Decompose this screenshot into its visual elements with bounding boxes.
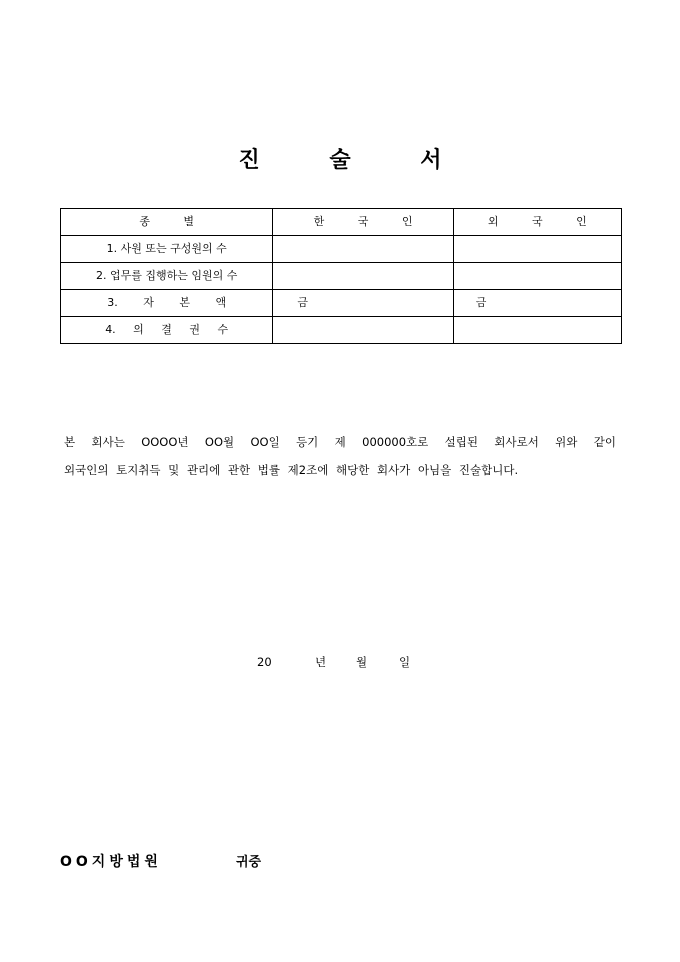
date-year-unit: 년 (315, 655, 327, 669)
date-day-unit: 일 (399, 655, 411, 669)
row-label-members: 1. 사원 또는 구성원의 수 (61, 236, 273, 263)
row-label-voting-rights: 4. 의 결 권 수 (61, 317, 273, 344)
officers-foreign-cell (453, 263, 621, 290)
date-year: 20 (257, 655, 272, 669)
row-label-officers: 2. 업무를 집행하는 임원의 수 (61, 263, 273, 290)
voting-korean-cell (273, 317, 453, 344)
statement-body (64, 428, 616, 484)
header-kind: 종 별 (61, 209, 273, 236)
court-name: OO지방법원 (60, 854, 162, 870)
capital-korean-cell: 금 (273, 290, 453, 317)
members-foreign-cell (453, 236, 621, 263)
date-month-unit: 월 (356, 655, 368, 669)
officers-korean-cell (273, 263, 453, 290)
table-row (61, 317, 622, 344)
date-line (257, 654, 410, 670)
header-foreign: 외 국 인 (453, 209, 621, 236)
statement-line-2: 외국인의 토지취득 및 관리에 관한 법률 제2조에 해당한 회사가 아님을 진술합니다. (64, 463, 519, 477)
statement-table (60, 208, 622, 344)
table-header-row (61, 209, 622, 236)
header-korean: 한 국 인 (273, 209, 453, 236)
table-row (61, 236, 622, 263)
statement-line-1: 본 회사는 OOOO년 OO월 OO일 등기 제 000000호로 설립된 회사로서 위와 같이 (64, 435, 616, 449)
page-title: 진 술 서 (238, 148, 442, 173)
table-row (61, 290, 622, 317)
addressee-line (60, 852, 261, 873)
court-recipient-suffix: 귀중 (236, 855, 262, 870)
row-label-capital: 3. 자 본 액 (61, 290, 273, 317)
members-korean-cell (273, 236, 453, 263)
voting-foreign-cell (453, 317, 621, 344)
capital-foreign-cell: 금 (453, 290, 621, 317)
table-row (61, 263, 622, 290)
